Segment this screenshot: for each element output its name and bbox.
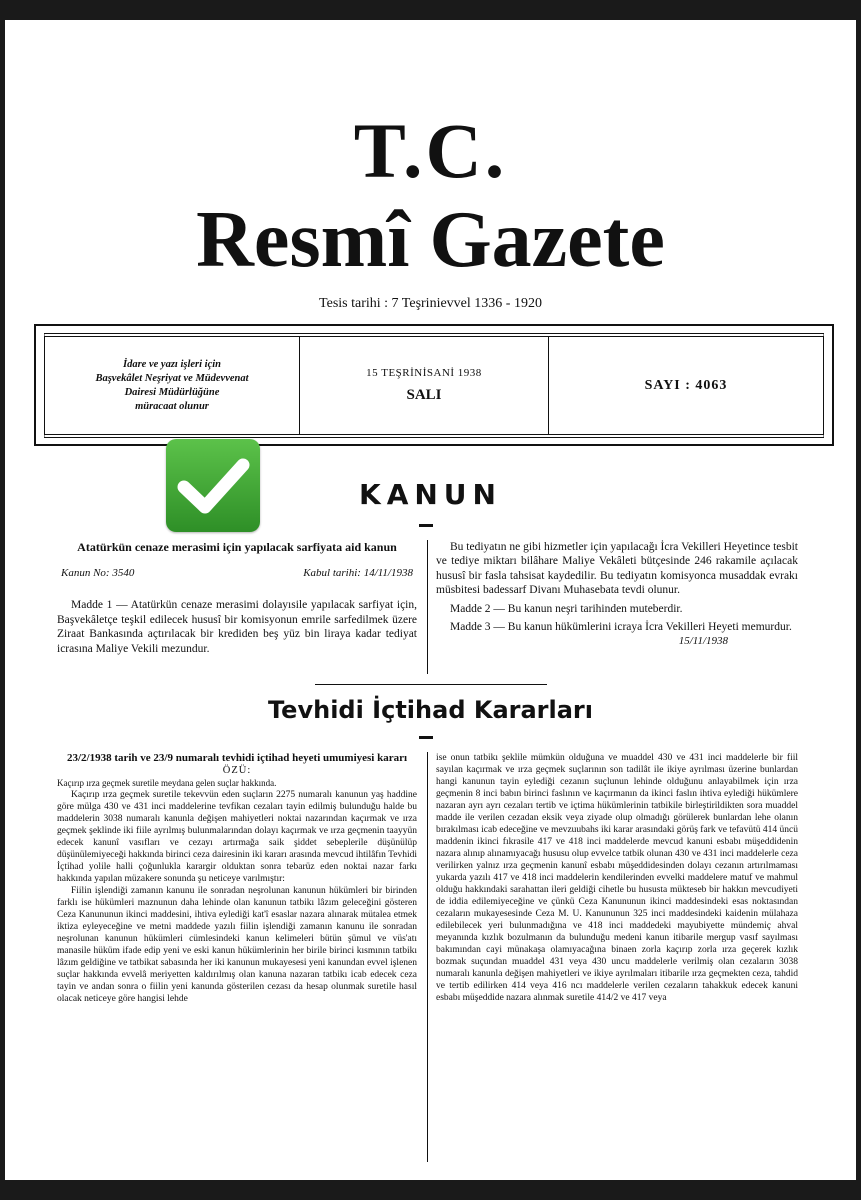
heading-dash [419,736,433,739]
article-2: Madde 2 — Bu kanun neşri tarihinden muteberdir. [450,602,683,615]
summary-text: Kaçırıp ırza geçmek suretile meydana gelen suçlar hakkında. [57,778,277,788]
article-3: Madde 3 — Bu kanun hükümlerini icraya İcra Vekilleri Heyeti memurdur. [450,621,792,634]
section-heading-tevhidi: Tevhidi İçtihad Kararları [268,696,593,724]
issue-day: SALI [406,387,442,403]
column-divider [427,540,428,674]
masthead-box [34,324,834,446]
tevhidi-right-column [436,752,798,1004]
law-title: Atatürkün cenaze merasimi için yapılacak sarfiyata aid kanun [77,540,397,554]
summary-label: ÖZÜ: [222,765,252,776]
admin-info-line: Dairesi Müdürlüğüne [124,386,220,398]
issue-date: 15 TEŞRİNİSANİ 1938 [366,367,482,379]
admin-info-line: Başvekâlet Neşriyat ve Müdevvenat [95,372,249,384]
issue-number: SAYI : 4063 [644,377,728,393]
article-1-continued: Bu tediyatın ne gibi hizmetler için yapılacağı İcra Vekilleri Heyetince tesbit ve tediye miktarı bilâhare Maliye Vekâleti bütçesinde 246 rakamile açılacak hususî bir fasla tahsisat kaydedilir. Bu tediyatın komisyonca musaddak evrakı müsbitesi badessarf Divanı Muhasebata tevdi olunur. [436,541,798,597]
law-meta [61,566,413,580]
kanun-left-column [57,540,417,656]
masthead-inner-box [44,333,824,438]
tevhidi-left-column [57,752,417,1005]
decision-title: 23/2/1938 tarih ve 23/9 numaralı tevhidi içtihad heyeti umumiyesi kararı [66,752,408,764]
column-divider [427,752,428,1162]
decision-paragraph: Fiilin işlendiği zamanın kanunu ile sonradan neşrolunan kanunun hükümleri bir birinden farklı ise hükümleri maznunun daha lehinde olan kanunun tatbikı lâzım geleceğini gösteren Ceza Kanununun ikinci maddesini, ihtiva eylediği kat'î esaslar nazara alınarak mütalea etmek iktiza eyleyeceğine ve metni maddede yazılı fiilin işlendiği zamanın kanunu ile sonradan neşrolunan kanunun hükümleri cümlesindeki kanun kelimeleri bütün şümul ve vüs'atı manasile hüküm ifade edip yeni ve eski kanun hükümlerinin her birile birinci kısmının tatbikı lâzım geldiğine ve tatbikat sabasında her iki kanunun mukayesesi yeni kanundan evvel işlenen suçlar hakkında evvelâ meriyetten kaldırılmış olan kanuna nazaran tatbikı icab edecek ceza tayin ve andan sonra o fiilin yeni kanunda gösterilen cezası da hesap olunmak suretile hasıl olacak neticeye göre hangisi lehde [57,886,417,1004]
section-rule [315,684,547,685]
law-number: Kanun No: 3540 [61,567,135,579]
founding-date: Tesis tarihi : 7 Teşrinievvel 1336 - 1920 [319,296,542,311]
masthead-title: Resmî Gazete [196,196,665,284]
kanun-right-column [436,540,798,649]
admin-info-line: müracaat olunur [135,400,209,412]
law-signature-date: 15/11/1938 [678,635,728,648]
gazette-page [5,20,856,1180]
admin-info [45,337,300,434]
issue-number-cell [549,337,823,434]
decision-paragraph: ise onun tatbikı şeklile mümkün olduğuna ve muaddel 430 ve 431 inci maddelerle bir fiil sayılan kaçırmak ve ırza geçmek suçlarının son tadilât ile ikiye ayrılması üzerine bunlardan hangi kanunun tayin eylediği cezanın suçlunun lehinde olduğunu anlayabilmek için ırza geçmenin 8 inci babın birinci faslının ve kaçırmanın da ikinci faslın ihtiva eylediği hükümlere nazaran ayrı ayrı cezaları tertib ve içtima hükümlerinin tatbikile birleştirildikten sora muaddel madde ile verilen cezadan eksik veya ziyade olup olmadığı görülerek bunlardan lehe olanın bırakılması icab edeceğine ve mevzuubahs iki karar arasındaki görüş fark ve tefavütü 414 üncü maddenin ikinci fıkrasile 417 ve 418 inci maddelerde mevcud kanuni esbabı müşeddidenin nazara alınıp alınamıyacağı hususu olup evvelce tatbik olunan 430 ve 431 inci maddelerle ceza verilirken yalnız ırza geçmenin kanunî esbabı müşeddidesinden dolayı cezanın artırılmaması yukarda yazılı 417 ve 418 inci maddelerin kendilerinden evvelki maddelere matuf ve mahmul olduğu hakkındaki sarahattan ileri geldiği cihetle bu hususta mükteseb bir hakkın mevcudiyeti de iddia edilemiyeceğine ve çünkü Ceza Kanununun ikinci maddesindeki esas noktasından cezaların mukayesesinde Ceza M. U. Kanununun 325 inci maddesindeki kaidenin mülahaza edilebilecek yeri bulunmadığına ve 418 inci maddedeki mayubiyette mündemiç ahval meyanında kızlık bozulmanın da bulunduğu medeni kanun itibarile mergup vasıf sayılması bakımından cayi münakaşa olamıyacağına binaen zorla kaçırıp zorla ırza geçerek kızlık bozmak suçundan muaddel 431 veya 430 uncu maddelerle verilmiş olan cezaların 3038 numaralı kanunla değişen mahiyetleri ve ikiye ayrılmaları itibarile ırza geçmekten ceza, tahdid ve tertib edilirken 414 veya 416 ncı maddelerle verilen cezaların tahakkuk edecek kanuni esbabı müşeddide nazara alınmak suretile 414/2 ve 417 veya [436,753,798,1003]
decision-paragraph: Kaçırıp ırza geçmek suretile tekevvün eden suçların 2275 numaralı kanunun yaş haddine göre mülga 430 ve 431 inci maddelerine tevfikan cezaları tayin edilmiş bulunduğu halde bu maddelerin 3038 numaralı kanunla değişen mahiyetleri noktai nazarından kaçırmak ve ırza geçmek şeklinde iki fiile ayrılmış bulunmalarından dolayı kaçırmak ve ırza geçmenin taayyün edecek kanunî vasıfları ve cezayı artırmağa saik şiddet sebeplerile düşünülüp düşünülemiyeceği hakkında birinci ceza dairesinin iki kararı arasında mevcud ihtilâfın Tevhidi İçtihad yolile halli çoğunlukla karargir olduktan sonra tebarüz eden noktai nazar farkı hakkında yapılan müzakere sonunda şu neticeye varılmıştır: [57,790,417,884]
law-acceptance-date: Kabul tarihi: 14/11/1938 [303,567,413,579]
heading-dash [419,524,433,527]
admin-info-line: İdare ve yazı işleri için [123,358,221,370]
article-1: Madde 1 — Atatürkün cenaze merasimi dolayısile yapılacak sarfiyat için, Başvekâletçe teşkil edilecek hususî bir komisyonun emrile sarfedilmek üzere Ziraat Bankasında açtırılacak bir krediden beş yüz bin liraya kadar tediyat icrasına Maliye Vekili mezundur. [57,599,417,655]
section-heading-kanun: KANUN [359,478,502,511]
masthead-tc: T.C. [353,107,508,194]
issue-date-cell [300,337,549,434]
